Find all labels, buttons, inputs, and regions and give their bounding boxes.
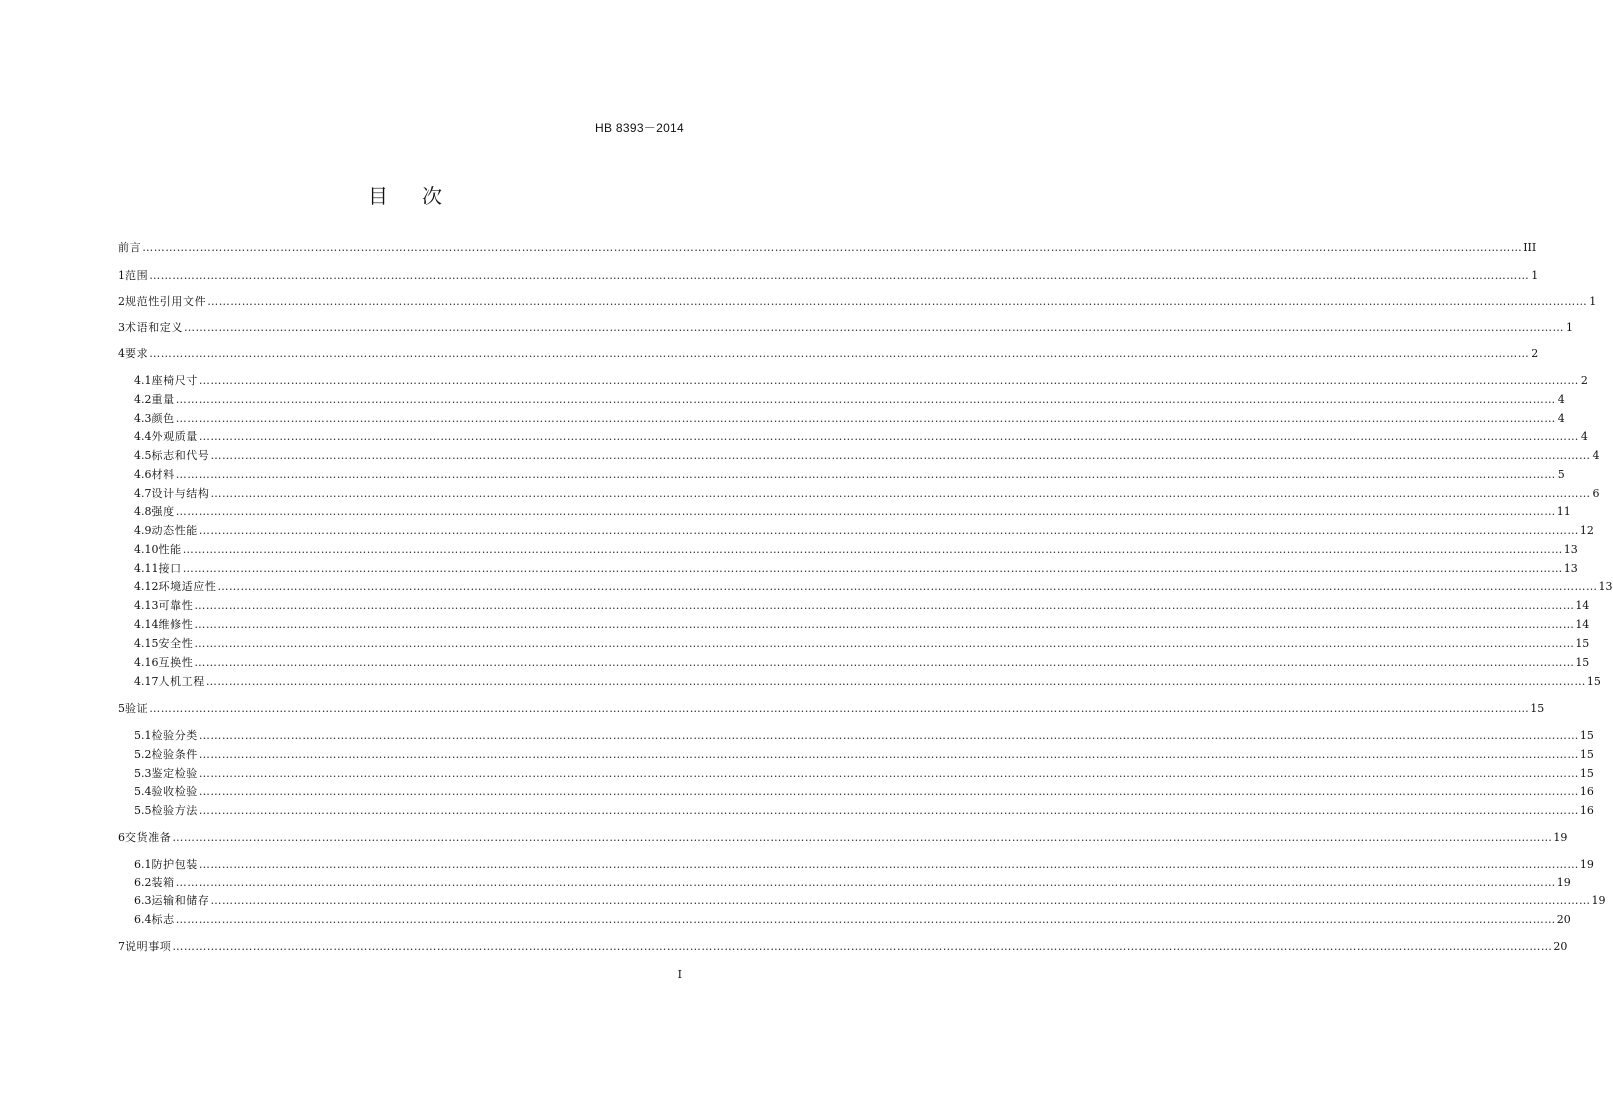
toc-number: 4.9 (134, 524, 152, 537)
dot-leader: ……………………………………………………………………………………………………………………………………………………………………………………………………………………………………………………………………………………………………………………………… (198, 748, 1579, 761)
toc-number: 4.5 (134, 449, 152, 462)
toc-page-number: 12 (1579, 524, 1594, 537)
toc-number: 5.3 (134, 767, 152, 780)
toc-number: 6.1 (134, 858, 152, 871)
dot-leader: ……………………………………………………………………………………………………………………………………………………………………………………………………………………………………………………………………………………………………………………………… (194, 656, 1575, 669)
page-title (0, 180, 810, 209)
toc-label: 检验条件 (151, 748, 198, 761)
toc-number: 6 (118, 831, 125, 844)
dot-leader: ……………………………………………………………………………………………………………………………………………………………………………………………………………………………………………………………………………………………………………………………… (210, 894, 1591, 907)
toc-page-number: 15 (1530, 702, 1545, 715)
toc-label: 装箱 (151, 876, 175, 889)
toc-number: 6.3 (134, 894, 152, 907)
toc-page-number: 15 (1579, 767, 1594, 780)
toc-number: 4.13 (134, 599, 159, 612)
standard-code: HB 8393－2014 (595, 121, 684, 135)
toc-subsection[interactable] (134, 522, 1594, 540)
toc-label: 前言 (118, 241, 142, 254)
toc-label: 设计与结构 (151, 487, 210, 500)
toc-subsection[interactable] (134, 856, 1594, 874)
toc-subsection[interactable] (134, 616, 1590, 634)
toc-number: 4.3 (134, 412, 152, 425)
toc-label: 外观质量 (151, 430, 198, 443)
dot-leader: ……………………………………………………………………………………………………………………………………………………………………………………………………………………………………………………………………………………………………………………………… (210, 449, 1591, 462)
toc-number: 5.1 (134, 729, 152, 742)
toc-number: 5.5 (134, 804, 152, 817)
toc-label: 安全性 (158, 637, 194, 650)
toc-number: 7 (118, 940, 125, 953)
toc-label: 验证 (125, 702, 149, 715)
toc-page-number: 6 (1592, 487, 1600, 500)
toc-page-number: 16 (1579, 785, 1594, 798)
toc-label: 互换性 (158, 656, 194, 669)
toc-subsection[interactable] (134, 597, 1590, 615)
toc-section[interactable] (118, 345, 1539, 363)
toc-number: 4.4 (134, 430, 152, 443)
toc-number: 1 (118, 269, 125, 282)
toc-page-number: 14 (1575, 618, 1590, 631)
toc-number: 3 (118, 321, 125, 334)
toc-label: 可靠性 (158, 599, 194, 612)
toc-label: 防护包装 (151, 858, 198, 871)
dot-leader: ……………………………………………………………………………………………………………………………………………………………………………………………………………………………………………………………………………………………………………………………… (198, 858, 1579, 871)
dot-leader: ……………………………………………………………………………………………………………………………………………………………………………………………………………………………………………………………………………………………………………………………… (194, 599, 1575, 612)
dot-leader: ……………………………………………………………………………………………………………………………………………………………………………………………………………………………………………………………………………………………………………………………… (198, 804, 1579, 817)
toc-number: 4.17 (134, 675, 159, 688)
toc-page-number: 2 (1580, 374, 1588, 387)
toc-number: 4.1 (134, 374, 152, 387)
toc-subsection[interactable] (134, 654, 1590, 672)
toc-page-number: 14 (1575, 599, 1590, 612)
toc-number: 4.8 (134, 505, 152, 518)
toc-page-number: 19 (1556, 876, 1571, 889)
toc-label: 说明事项 (125, 940, 172, 953)
title-part-1: 目 (368, 184, 388, 208)
dot-leader: ……………………………………………………………………………………………………………………………………………………………………………………………………………………………………………………………………………………………………………………………… (198, 374, 1579, 387)
toc-number: 4.7 (134, 487, 152, 500)
toc-label: 动态性能 (151, 524, 198, 537)
toc-page-number: 15 (1579, 729, 1594, 742)
toc-label: 交货准备 (125, 831, 172, 844)
toc-page-number: 13 (1563, 562, 1578, 575)
toc-number: 6.4 (134, 913, 152, 926)
toc-label: 标志 (151, 913, 175, 926)
toc-page-number: 19 (1553, 831, 1568, 844)
toc-page-number: 4 (1557, 393, 1565, 406)
toc-label: 要求 (125, 347, 149, 360)
dot-leader: ……………………………………………………………………………………………………………………………………………………………………………………………………………………………………………………………………………………………………………………………… (207, 295, 1588, 308)
dot-leader: ……………………………………………………………………………………………………………………………………………………………………………………………………………………………………………………………………………………………………………………………… (194, 618, 1575, 631)
toc-page-number: 1 (1566, 321, 1573, 334)
dot-leader: ……………………………………………………………………………………………………………………………………………………………………………………………………………………………………………………………………………………………………………………………… (182, 543, 1563, 556)
toc-page-number: 20 (1553, 940, 1568, 953)
toc-label: 验收检验 (151, 785, 198, 798)
toc-label: 材料 (151, 468, 175, 481)
dot-leader: ……………………………………………………………………………………………………………………………………………………………………………………………………………………………………………………………………………………………………………………………… (149, 702, 1530, 715)
toc-page-number: 13 (1598, 580, 1613, 593)
toc-number: 4.10 (134, 543, 159, 556)
toc-subsection[interactable] (134, 541, 1578, 559)
dot-leader: ……………………………………………………………………………………………………………………………………………………………………………………………………………………………………………………………………………………………………………………………… (172, 940, 1553, 953)
dot-leader: ……………………………………………………………………………………………………………………………………………………………………………………………………………………………………………………………………………………………………………………………… (198, 524, 1579, 537)
toc-label: 人机工程 (158, 675, 205, 688)
toc-subsection[interactable] (134, 485, 1600, 503)
toc-subsection[interactable] (134, 727, 1594, 745)
toc-label: 环境适应性 (158, 580, 217, 593)
toc-subsection[interactable] (134, 372, 1588, 390)
toc-section[interactable] (118, 239, 1537, 257)
toc-page-number: III (1523, 241, 1537, 254)
dot-leader: ……………………………………………………………………………………………………………………………………………………………………………………………………………………………………………………………………………………………………………………………… (198, 785, 1579, 798)
toc-subsection[interactable] (134, 635, 1590, 653)
toc-subsection[interactable] (134, 428, 1588, 446)
toc-number: 2 (118, 295, 125, 308)
toc-number: 4.6 (134, 468, 152, 481)
dot-leader: ……………………………………………………………………………………………………………………………………………………………………………………………………………………………………………………………………………………………………………………………… (175, 913, 1556, 926)
toc-number: 5 (118, 702, 125, 715)
dot-leader: ……………………………………………………………………………………………………………………………………………………………………………………………………………………………………………………………………………………………………………………………… (172, 831, 1553, 844)
toc-subsection[interactable] (134, 802, 1594, 820)
toc-label: 维修性 (158, 618, 194, 631)
dot-leader: ……………………………………………………………………………………………………………………………………………………………………………………………………………………………………………………………………………………………………………………………… (184, 321, 1564, 334)
toc-page-number: 15 (1575, 637, 1590, 650)
toc-label: 性能 (158, 543, 182, 556)
dot-leader: ……………………………………………………………………………………………………………………………………………………………………………………………………………………………………………………………………………………………………………………………… (175, 412, 1556, 425)
toc-subsection[interactable] (134, 503, 1571, 521)
toc-section[interactable] (118, 293, 1597, 311)
toc-subsection[interactable] (134, 410, 1565, 428)
toc-number: 4.2 (134, 393, 152, 406)
dot-leader: ……………………………………………………………………………………………………………………………………………………………………………………………………………………………………………………………………………………………………………………………… (182, 562, 1563, 575)
toc-page-number: 5 (1557, 468, 1565, 481)
dot-leader: ……………………………………………………………………………………………………………………………………………………………………………………………………………………………………………………………………………………………………………………………… (198, 767, 1579, 780)
toc-subsection[interactable] (134, 911, 1571, 929)
toc-page-number: 15 (1575, 656, 1590, 669)
toc-label: 强度 (151, 505, 175, 518)
dot-leader: ……………………………………………………………………………………………………………………………………………………………………………………………………………………………………………………………………………………………………………………………… (198, 729, 1579, 742)
dot-leader: ……………………………………………………………………………………………………………………………………………………………………………………………………………………………………………………………………………………………………………………………… (198, 430, 1579, 443)
toc-label: 术语和定义 (125, 321, 183, 334)
toc-page-number: 11 (1556, 505, 1571, 518)
toc-page-number: 19 (1579, 858, 1594, 871)
dot-leader: ……………………………………………………………………………………………………………………………………………………………………………………………………………………………………………………………………………………………………………………………… (149, 347, 1530, 360)
toc-section[interactable] (118, 319, 1573, 337)
toc-label: 标志和代号 (151, 449, 210, 462)
page-number: I (677, 968, 682, 981)
dot-leader: ……………………………………………………………………………………………………………………………………………………………………………………………………………………………………………………………………………………………………………………………… (205, 675, 1586, 688)
toc-page-number: 1 (1531, 269, 1539, 282)
toc-subsection[interactable] (134, 447, 1600, 465)
toc-subsection[interactable] (134, 578, 1613, 596)
toc-page-number: 13 (1563, 543, 1578, 556)
dot-leader: ……………………………………………………………………………………………………………………………………………………………………………………………………………………………………………………………………………………………………………………………… (175, 468, 1556, 481)
toc-number: 5.2 (134, 748, 152, 761)
toc-number: 4.16 (134, 656, 159, 669)
toc-subsection[interactable] (134, 783, 1594, 801)
dot-leader: ……………………………………………………………………………………………………………………………………………………………………………………………………………………………………………………………………………………………………………………………… (142, 241, 1523, 254)
dot-leader: ……………………………………………………………………………………………………………………………………………………………………………………………………………………………………………………………………………………………………………………………… (149, 269, 1530, 282)
toc-number: 4.15 (134, 637, 159, 650)
toc-page-number: 15 (1579, 748, 1594, 761)
toc-section[interactable] (118, 938, 1568, 956)
toc-subsection[interactable] (134, 746, 1594, 764)
toc-page-number: 4 (1580, 430, 1588, 443)
toc-label: 鉴定检验 (151, 767, 198, 780)
toc-page-number: 16 (1579, 804, 1594, 817)
toc-subsection[interactable] (134, 892, 1606, 910)
toc-number: 4 (118, 347, 125, 360)
toc-page-number: 1 (1589, 295, 1597, 308)
toc-number: 4.11 (134, 562, 159, 575)
toc-page-number: 2 (1531, 347, 1539, 360)
toc-label: 颜色 (151, 412, 175, 425)
toc-subsection[interactable] (134, 560, 1578, 578)
toc-label: 运输和储存 (151, 894, 210, 907)
dot-leader: ……………………………………………………………………………………………………………………………………………………………………………………………………………………………………………………………………………………………………………………………… (217, 580, 1598, 593)
toc-label: 范围 (125, 269, 149, 282)
toc-page-number: 4 (1557, 412, 1565, 425)
title-part-2: 次 (422, 184, 442, 208)
toc-label: 接口 (158, 562, 182, 575)
dot-leader: ……………………………………………………………………………………………………………………………………………………………………………………………………………………………………………………………………………………………………………………………… (175, 876, 1556, 889)
toc-number: 4.12 (134, 580, 159, 593)
toc-page-number: 4 (1592, 449, 1600, 462)
toc-section[interactable] (118, 829, 1568, 847)
toc-subsection[interactable] (134, 391, 1565, 409)
toc-subsection[interactable] (134, 466, 1565, 484)
dot-leader: ……………………………………………………………………………………………………………………………………………………………………………………………………………………………………………………………………………………………………………………………… (210, 487, 1591, 500)
toc-label: 检验分类 (151, 729, 198, 742)
toc-page-number: 15 (1586, 675, 1601, 688)
toc-section[interactable] (118, 700, 1545, 718)
toc-number: 6.2 (134, 876, 152, 889)
toc-subsection[interactable] (134, 765, 1594, 783)
toc-page-number: 19 (1591, 894, 1606, 907)
toc-number: 5.4 (134, 785, 152, 798)
dot-leader: ……………………………………………………………………………………………………………………………………………………………………………………………………………………………………………………………………………………………………………………………… (175, 393, 1556, 406)
toc-label: 座椅尺寸 (151, 374, 198, 387)
toc-label: 检验方法 (151, 804, 198, 817)
toc-subsection[interactable] (134, 673, 1601, 691)
toc-label: 规范性引用文件 (125, 295, 207, 308)
toc-page-number: 20 (1556, 913, 1571, 926)
toc-label: 重量 (151, 393, 175, 406)
toc-number: 4.14 (134, 618, 159, 631)
dot-leader: ……………………………………………………………………………………………………………………………………………………………………………………………………………………………………………………………………………………………………………………………… (175, 505, 1556, 518)
dot-leader: ……………………………………………………………………………………………………………………………………………………………………………………………………………………………………………………………………………………………………………………………… (194, 637, 1575, 650)
toc-section[interactable] (118, 267, 1539, 285)
toc-subsection[interactable] (134, 874, 1571, 892)
